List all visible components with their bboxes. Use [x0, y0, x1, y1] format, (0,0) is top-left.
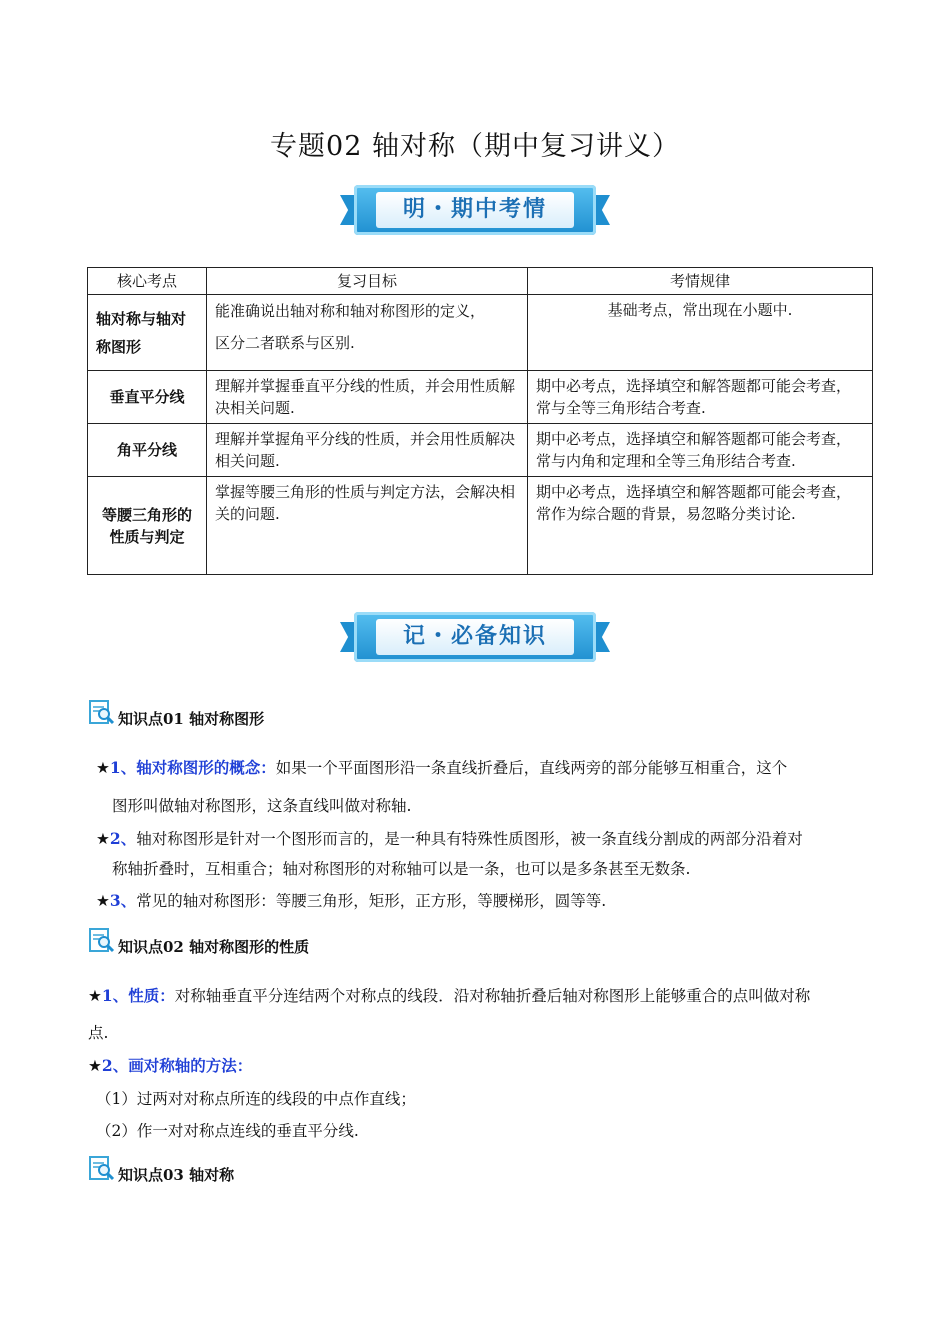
statement-number: 2、	[101, 1056, 129, 1075]
star-icon: ★	[88, 987, 102, 1005]
statement-number: 1、	[101, 986, 129, 1005]
kp1-statement-1-cont: 图形叫做轴对称图形，这条直线叫做对称轴.	[112, 797, 412, 815]
header-core-topic: 核心考点	[88, 268, 207, 295]
rule-cell: 期中必考点，选择填空和解答题都可能会考查，常作为综合题的背景，易忽略分类讨论.	[528, 477, 873, 575]
statement-keyword: 轴对称图形的概念：	[136, 758, 276, 777]
knowledge-point-label: 知识点03 轴对称	[118, 1166, 235, 1184]
kp1-statement-1	[96, 757, 787, 779]
statement-text: 对称轴垂直平分连结两个对称点的线段．沿对称轴折叠后轴对称图形上能够重合的点叫做对称	[174, 987, 811, 1005]
statement-text: 如果一个平面图形沿一条直线折叠后，直线两旁的部分能够互相重合，这个	[275, 759, 788, 777]
table-row	[88, 371, 873, 424]
banner-exam-situation	[340, 185, 610, 235]
banner-essential-knowledge	[340, 612, 610, 662]
goal-line: 区分二者联系与区别.	[215, 334, 355, 352]
table-header-row	[88, 268, 873, 295]
star-icon: ★	[96, 830, 110, 848]
kp2-statement-2	[88, 1055, 252, 1077]
goal-line: 能准确说出轴对称和轴对称图形的定义，	[215, 302, 486, 320]
kp1-statement-2	[96, 828, 803, 850]
knowledge-point-label: 知识点02 轴对称图形的性质	[118, 938, 310, 956]
goal-cell: 理解并掌握垂直平分线的性质，并会用性质解决相关问题.	[207, 371, 528, 424]
magnifier-doc-icon	[88, 698, 116, 726]
magnifier-doc-icon	[88, 926, 116, 954]
kp2-list-item: （1）过两对对称点所连的线段的中点作直线；	[96, 1090, 416, 1108]
magnifier-doc-icon	[88, 1154, 116, 1182]
goal-cell	[207, 295, 528, 371]
rule-cell: 基础考点，常出现在小题中.	[528, 295, 873, 371]
kp2-list-item: （2）作一对对称点连线的垂直平分线.	[96, 1122, 359, 1140]
statement-text: 常见的轴对称图形：等腰三角形，矩形，正方形，等腰梯形，圆等等.	[136, 892, 607, 910]
kp1-statement-2-cont: 称轴折叠时，互相重合；轴对称图形的对称轴可以是一条，也可以是多条甚至无数条.	[112, 860, 691, 878]
topic-cell: 垂直平分线	[88, 371, 207, 424]
statement-number: 3、	[109, 891, 137, 910]
kp1-statement-3	[96, 890, 606, 912]
star-icon: ★	[96, 892, 110, 910]
kp2-statement-1-cont: 点.	[88, 1024, 109, 1042]
topic-cell: 等腰三角形的性质与判定	[88, 477, 207, 575]
goal-cell: 理解并掌握角平分线的性质，并会用性质解决相关问题.	[207, 424, 528, 477]
table-row	[88, 295, 873, 371]
statement-keyword: 性质：	[128, 986, 175, 1005]
rule-cell: 期中必考点，选择填空和解答题都可能会考查，常与全等三角形结合考查.	[528, 371, 873, 424]
page-title: 专题02 轴对称（期中复习讲义）	[270, 131, 680, 162]
star-icon: ★	[88, 1057, 102, 1075]
header-exam-rule: 考情规律	[528, 268, 873, 295]
knowledge-point-label: 知识点01 轴对称图形	[118, 710, 265, 728]
banner-essential-knowledge-label: 记・必备知识	[376, 619, 574, 655]
table-row	[88, 477, 873, 575]
topic-cell: 轴对称与轴对称图形	[88, 295, 207, 371]
statement-number: 1、	[109, 758, 137, 777]
star-icon: ★	[96, 759, 110, 777]
statement-keyword: 画对称轴的方法：	[128, 1056, 253, 1075]
table-row	[88, 424, 873, 477]
rule-cell: 期中必考点，选择填空和解答题都可能会考查，常与内角和定理和全等三角形结合考查.	[528, 424, 873, 477]
topic-cell: 角平分线	[88, 424, 207, 477]
header-review-goal: 复习目标	[207, 268, 528, 295]
kp2-statement-1	[88, 985, 810, 1007]
statement-number: 2、	[109, 829, 137, 848]
goal-cell: 掌握等腰三角形的性质与判定方法，会解决相关的问题.	[207, 477, 528, 575]
banner-exam-situation-label: 明・期中考情	[376, 192, 574, 228]
review-table	[87, 267, 873, 575]
statement-text: 轴对称图形是针对一个图形而言的，是一种具有特殊性质图形，被一条直线分割成的两部分沿着对	[136, 830, 803, 848]
